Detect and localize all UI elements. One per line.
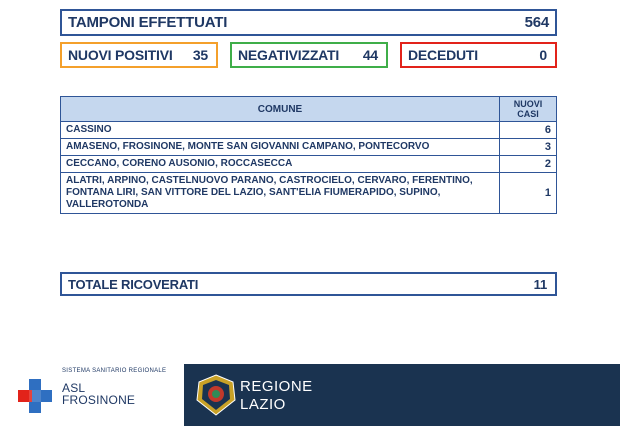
regione-lazio-banner (184, 364, 620, 426)
ricoverati-value: 11 (533, 276, 547, 292)
regione-lazio-emblem-icon (196, 374, 236, 416)
table-row (61, 156, 557, 173)
asl-line1: ASL (62, 381, 86, 395)
table-row (61, 173, 557, 214)
row-comune: CECCANO, CORENO AUSONIO, ROCCASECCA (61, 156, 500, 173)
table-row (61, 139, 557, 156)
tamponi-box (60, 9, 557, 36)
asl-subtitle: SISTEMA SANITARIO REGIONALE (62, 368, 167, 374)
header-nuovi-casi: NUOVI CASI (500, 97, 557, 122)
deceduti-value: 0 (539, 47, 547, 63)
table-header-row (61, 97, 557, 122)
asl-frosinone-logo (18, 366, 188, 416)
row-casi: 3 (500, 139, 557, 156)
regione-lazio-text (240, 378, 313, 414)
asl-line2: FROSINONE (62, 393, 136, 407)
nuovi-positivi-label: NUOVI POSITIVI (68, 47, 173, 63)
row-casi: 2 (500, 156, 557, 173)
header-comune: COMUNE (61, 97, 500, 122)
negativizzati-value: 44 (362, 47, 378, 63)
deceduti-box (400, 42, 557, 68)
tamponi-label: TAMPONI EFFETTUATI (68, 14, 228, 31)
comuni-table (60, 96, 557, 214)
table-row (61, 122, 557, 139)
row-casi: 6 (500, 122, 557, 139)
ricoverati-label: TOTALE RICOVERATI (68, 276, 199, 292)
row-comune: CASSINO (61, 122, 500, 139)
regione-line2: LAZIO (240, 396, 286, 413)
row-comune: AMASENO, FROSINONE, MONTE SAN GIOVANNI CAMPANO, PONTECORVO (61, 139, 500, 156)
negativizzati-box (230, 42, 388, 68)
row-casi: 1 (500, 173, 557, 214)
row-comune: ALATRI, ARPINO, CASTELNUOVO PARANO, CASTROCIELO, CERVARO, FERENTINO, FONTANA LIRI, SAN VITTORE DEL LAZIO, SANT'ELIA FIUMERAPIDO, SUPINO, VALLEROTONDA (61, 173, 500, 214)
regione-line1: REGIONE (240, 378, 313, 395)
deceduti-label: DECEDUTI (408, 47, 478, 63)
tamponi-value: 564 (524, 14, 549, 31)
nuovi-positivi-value: 35 (192, 47, 208, 63)
negativizzati-label: NEGATIVIZZATI (238, 47, 340, 63)
asl-name (62, 382, 135, 406)
medical-cross-icon (18, 379, 52, 413)
nuovi-positivi-box (60, 42, 218, 68)
ricoverati-box (60, 272, 557, 296)
